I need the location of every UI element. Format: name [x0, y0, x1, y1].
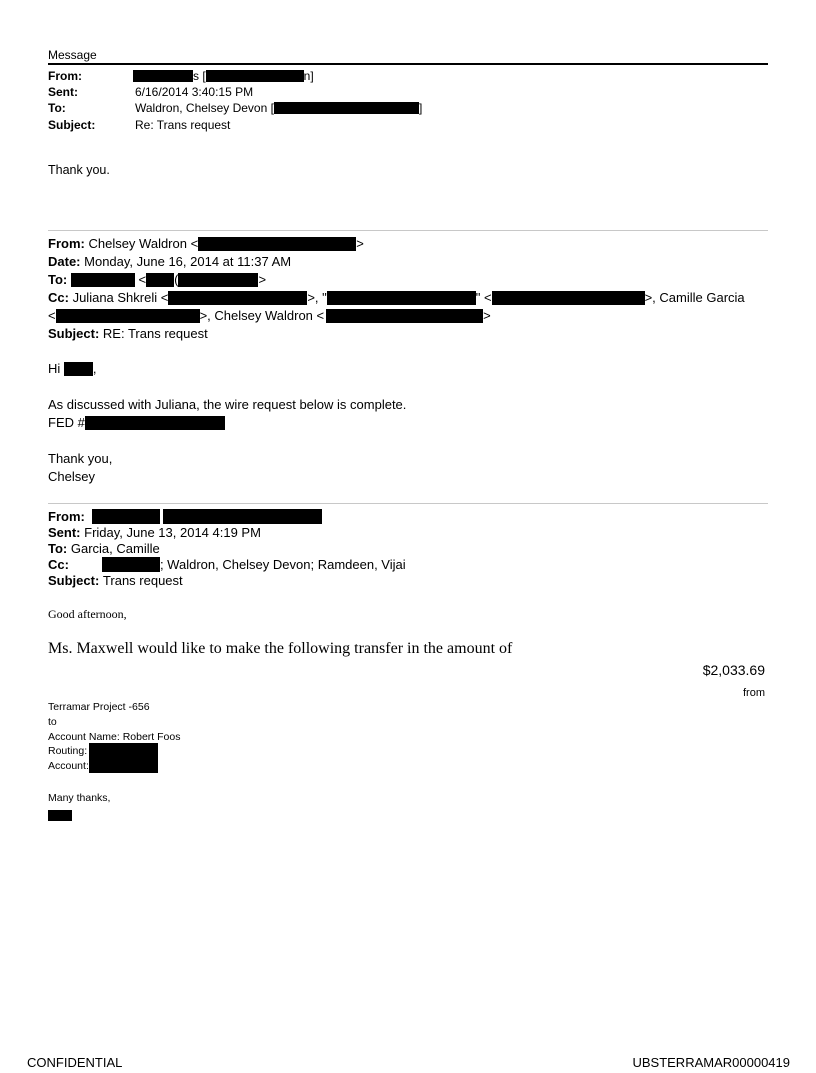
redaction-box: [85, 416, 225, 430]
subject-label: Subject:: [48, 118, 96, 132]
quoted-from-value: Chelsey Waldron <: [88, 236, 199, 251]
from-fragment: s [: [193, 69, 206, 83]
quoted-cc-row: [48, 289, 745, 307]
reply-body: Thank you.: [48, 163, 110, 177]
redaction-box: [71, 273, 135, 287]
quoted-body: As discussed with Juliana, the wire request below is complete.: [48, 397, 407, 412]
redaction-box: [163, 509, 322, 524]
to-label: To:: [48, 101, 66, 115]
header-from-row: [48, 68, 314, 84]
quoted-cc-separator: >, Camille Garcia: [644, 290, 745, 305]
original-body: Ms. Maxwell would like to make the following transfer in the amount of: [48, 640, 513, 657]
redaction-box: [64, 362, 93, 376]
quoted-cc-lt: <: [48, 308, 56, 323]
message-divider: [48, 503, 768, 504]
quoted-cc-row-continued: [48, 307, 491, 325]
original-to-row: [48, 541, 160, 557]
redaction-box: [274, 102, 419, 114]
original-cc-row: [48, 557, 406, 573]
quoted-from-row: [48, 235, 364, 253]
quoted-cc-label: Cc:: [48, 290, 69, 305]
original-from-row: [48, 509, 322, 525]
quoted-signature: Chelsey: [48, 469, 95, 484]
quoted-cc-name: >, Chelsey Waldron <: [199, 308, 325, 323]
greeting-comma: ,: [92, 361, 97, 376]
quoted-from-end: >: [356, 236, 364, 251]
fed-reference-row: [48, 414, 225, 432]
redaction-box: [198, 237, 356, 251]
redaction-box: [102, 557, 160, 572]
quoted-greeting: [48, 360, 97, 378]
message-title: Message: [48, 48, 97, 62]
confidential-label: CONFIDENTIAL: [27, 1055, 123, 1070]
redaction-box: [327, 291, 476, 305]
original-subject-row: [48, 573, 183, 589]
greeting-text: Hi: [48, 361, 61, 376]
original-greeting: Good afternoon,: [48, 607, 127, 621]
account-label: Account:: [48, 760, 89, 772]
routing-label: Routing:: [48, 745, 88, 757]
message-divider: [48, 230, 768, 231]
quoted-to-row: [48, 271, 266, 289]
quoted-from-label: From:: [48, 236, 85, 251]
original-to-label: To:: [48, 541, 68, 556]
redaction-box: [92, 509, 160, 524]
quoted-date-value: Monday, June 16, 2014 at 11:37 AM: [84, 254, 292, 269]
redaction-box: [89, 743, 158, 773]
header-divider: [48, 63, 768, 65]
original-to-value: Garcia, Camille: [70, 541, 160, 556]
transfer-amount: $2,033.69: [702, 662, 765, 678]
account-name: Account Name: Robert Foos: [48, 731, 181, 743]
quoted-to-paren: (: [174, 272, 179, 287]
quoted-to-end: >: [258, 272, 267, 287]
closing: Many thanks,: [48, 792, 111, 804]
quoted-cc-end: >: [483, 308, 491, 323]
sent-value: 6/16/2014 3:40:15 PM: [135, 85, 254, 99]
from-fragment-end: n]: [303, 69, 314, 83]
original-subject-label: Subject:: [48, 573, 100, 588]
header-subject-row: [48, 117, 230, 133]
quoted-subject-value: RE: Trans request: [102, 326, 208, 341]
quoted-to-label: To:: [48, 272, 68, 287]
source-account: Terramar Project -656: [48, 701, 150, 713]
quoted-cc-name: Juliana Shkreli <: [72, 290, 169, 305]
redaction-box: [48, 810, 72, 821]
redaction-box: [56, 309, 200, 323]
redaction-box: [146, 273, 174, 287]
original-subject-value: Trans request: [102, 573, 183, 588]
fed-label: FED #: [48, 415, 85, 430]
redaction-box: [492, 291, 645, 305]
quoted-cc-separator: >, ": [307, 290, 327, 305]
original-from-label: From:: [48, 509, 85, 524]
header-sent-row: [48, 84, 253, 100]
original-cc-label: Cc:: [48, 557, 69, 572]
quoted-to-lt: <: [138, 272, 147, 287]
header-to-row: [48, 100, 422, 116]
quoted-signoff: Thank you,: [48, 451, 113, 466]
to-value: Waldron, Chelsey Devon [: [135, 101, 274, 115]
original-sent-row: [48, 525, 261, 541]
original-sent-value: Friday, June 13, 2014 4:19 PM: [84, 525, 261, 540]
redaction-box: [168, 291, 307, 305]
to-value-end: ]: [418, 101, 423, 115]
quoted-date-label: Date:: [48, 254, 81, 269]
sent-label: Sent:: [48, 85, 78, 99]
redaction-box: [133, 70, 193, 82]
to-word: to: [48, 716, 57, 728]
original-cc-value: ; Waldron, Chelsey Devon; Ramdeen, Vijai: [159, 557, 406, 572]
quoted-date-row: [48, 253, 291, 271]
subject-value: Re: Trans request: [135, 118, 231, 132]
redaction-box: [326, 309, 483, 323]
from-word: from: [743, 687, 765, 699]
from-label: From:: [48, 69, 82, 83]
bates-number: UBSTERRAMAR00000419: [632, 1055, 790, 1070]
redaction-box: [178, 273, 258, 287]
quoted-cc-separator: " <: [475, 290, 492, 305]
redaction-box: [206, 70, 304, 82]
original-sent-label: Sent:: [48, 525, 81, 540]
quoted-subject-label: Subject:: [48, 326, 100, 341]
quoted-subject-row: [48, 325, 208, 343]
